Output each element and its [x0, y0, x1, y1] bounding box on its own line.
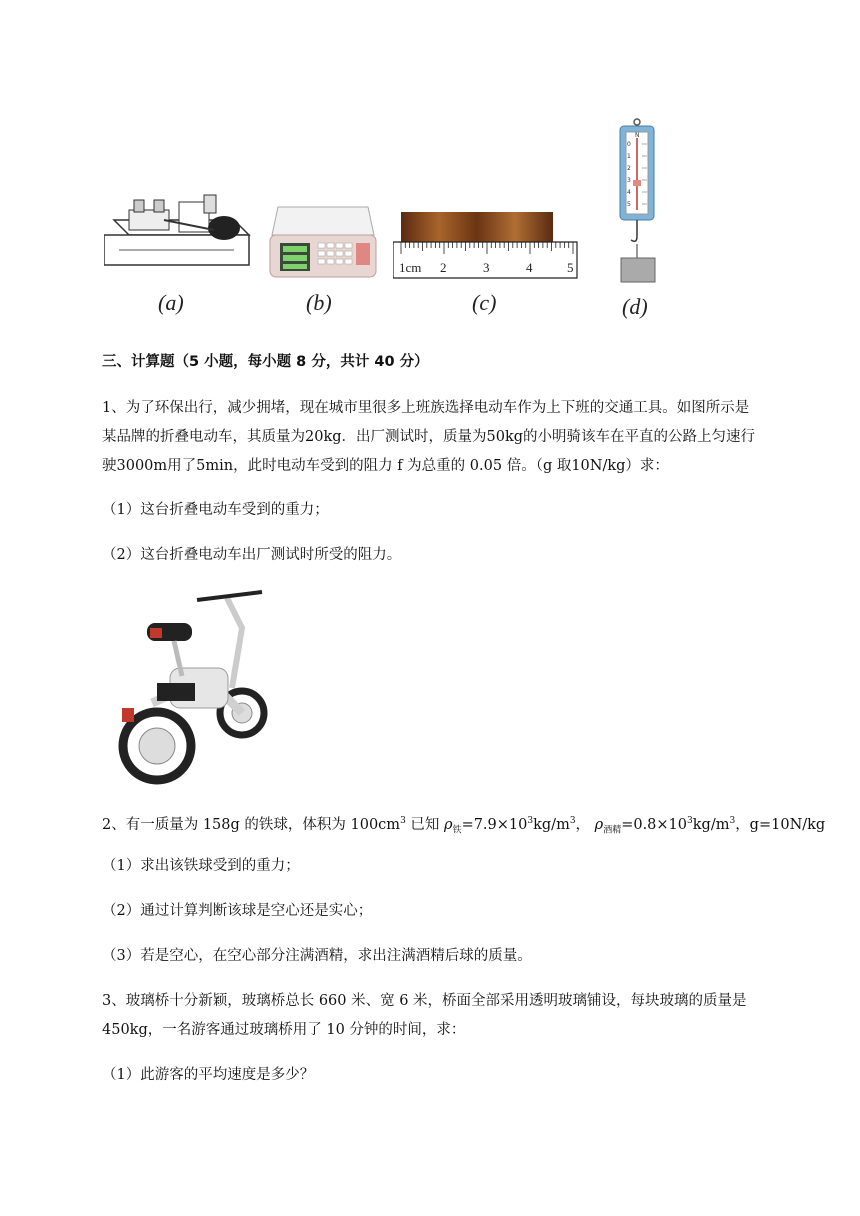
spring-scale-figure-d: [616, 118, 662, 290]
ruler-label-4: 4: [526, 260, 533, 275]
q2-subquestion-2: （2）通过计算判断该球是空心还是实心；: [102, 903, 373, 919]
q2-sub-iron: 铁: [452, 825, 462, 836]
q3-subquestion-1: （1）此游客的平均速度是多少？: [102, 1067, 315, 1083]
q2-g-value: ，g=10N/kg: [735, 816, 826, 833]
scale-tick-3: 3: [627, 177, 631, 184]
q2-alcohol-unit-exp: 3: [729, 816, 736, 826]
caption-d: (d): [622, 294, 648, 319]
rho-symbol-iron: ρ: [444, 816, 453, 833]
ruler-label-5: 5: [567, 260, 574, 275]
scale-unit: N: [635, 132, 640, 139]
scale-tick-1: 1: [627, 153, 631, 160]
q2-iron-exp: 3: [527, 816, 534, 826]
q1-line-2: 某品牌的折叠电动车，其质量为20kg．出厂测试时，质量为50kg的小明骑该车在平直的公路上匀速行: [102, 429, 756, 445]
q2-iron-unit: kg/m: [533, 816, 570, 833]
q2-subquestion-3: （3）若是空心，在空心部分注满酒精，求出注满酒精后球的质量。: [102, 948, 532, 964]
apparatus-figure-a: [104, 190, 254, 275]
caption-b: (b): [306, 290, 332, 315]
scale-tick-2: 2: [627, 165, 631, 172]
q2-text-b: 已知: [405, 816, 445, 833]
q1-line-3: 驶3000m用了5min，此时电动车受到的阻力 f 为总重的 0.05 倍。（g 取10N/kg）求：: [102, 458, 669, 474]
q2-separator: ，: [575, 816, 595, 833]
folding-ebike-image: [112, 588, 272, 786]
scale-tick-5: 5: [627, 201, 631, 208]
caption-a: (a): [158, 290, 184, 315]
q2-alcohol-unit: kg/m: [692, 816, 730, 833]
q2-alcohol-exp: 3: [687, 816, 693, 826]
electronic-scale-figure-b: [268, 205, 378, 280]
caption-c: (c): [472, 290, 497, 315]
scale-tick-4: 4: [627, 189, 631, 196]
q1-line-1: 1、为了环保出行，减少拥堵，现在城市里很多上班族选择电动车作为上下班的交通工具。如图所示是: [102, 400, 750, 416]
ruler-label-3: 3: [483, 260, 490, 275]
q3-line-2: 450kg，一名游客通过玻璃桥用了 10 分钟的时间，求：: [102, 1022, 466, 1038]
ruler-label-2: 2: [440, 260, 447, 275]
q2-line: [102, 811, 826, 841]
q1-subquestion-2: （2）这台折叠电动车出厂测试时所受的阻力。: [102, 547, 402, 563]
q2-iron-value: =7.9×10: [461, 816, 528, 833]
q2-iron-unit-exp: 3: [569, 816, 576, 826]
q2-alcohol-value: =0.8×10: [621, 816, 688, 833]
scale-tick-0: 0: [627, 141, 631, 148]
ruler-figure-c: [393, 210, 583, 282]
section-heading: 三、计算题（5 小题，每小题 8 分，共计 40 分）: [102, 354, 429, 370]
q1-subquestion-1: （1）这台折叠电动车受到的重力；: [102, 502, 329, 518]
q2-text-a: 2、有一质量为 158g 的铁球，体积为 100cm: [102, 816, 401, 833]
q2-sub-alcohol: 酒精: [603, 825, 622, 836]
rho-symbol-alcohol: ρ: [594, 816, 604, 833]
ruler-label-1cm: 1cm: [399, 260, 422, 275]
q3-line-1: 3、玻璃桥十分新颖，玻璃桥总长 660 米、宽 6 米，桥面全部采用透明玻璃铺设，每块玻璃的质量是: [102, 993, 747, 1009]
q2-subquestion-1: （1）求出该铁球受到的重力；: [102, 858, 300, 874]
q2-sup-cm3: 3: [400, 816, 406, 826]
